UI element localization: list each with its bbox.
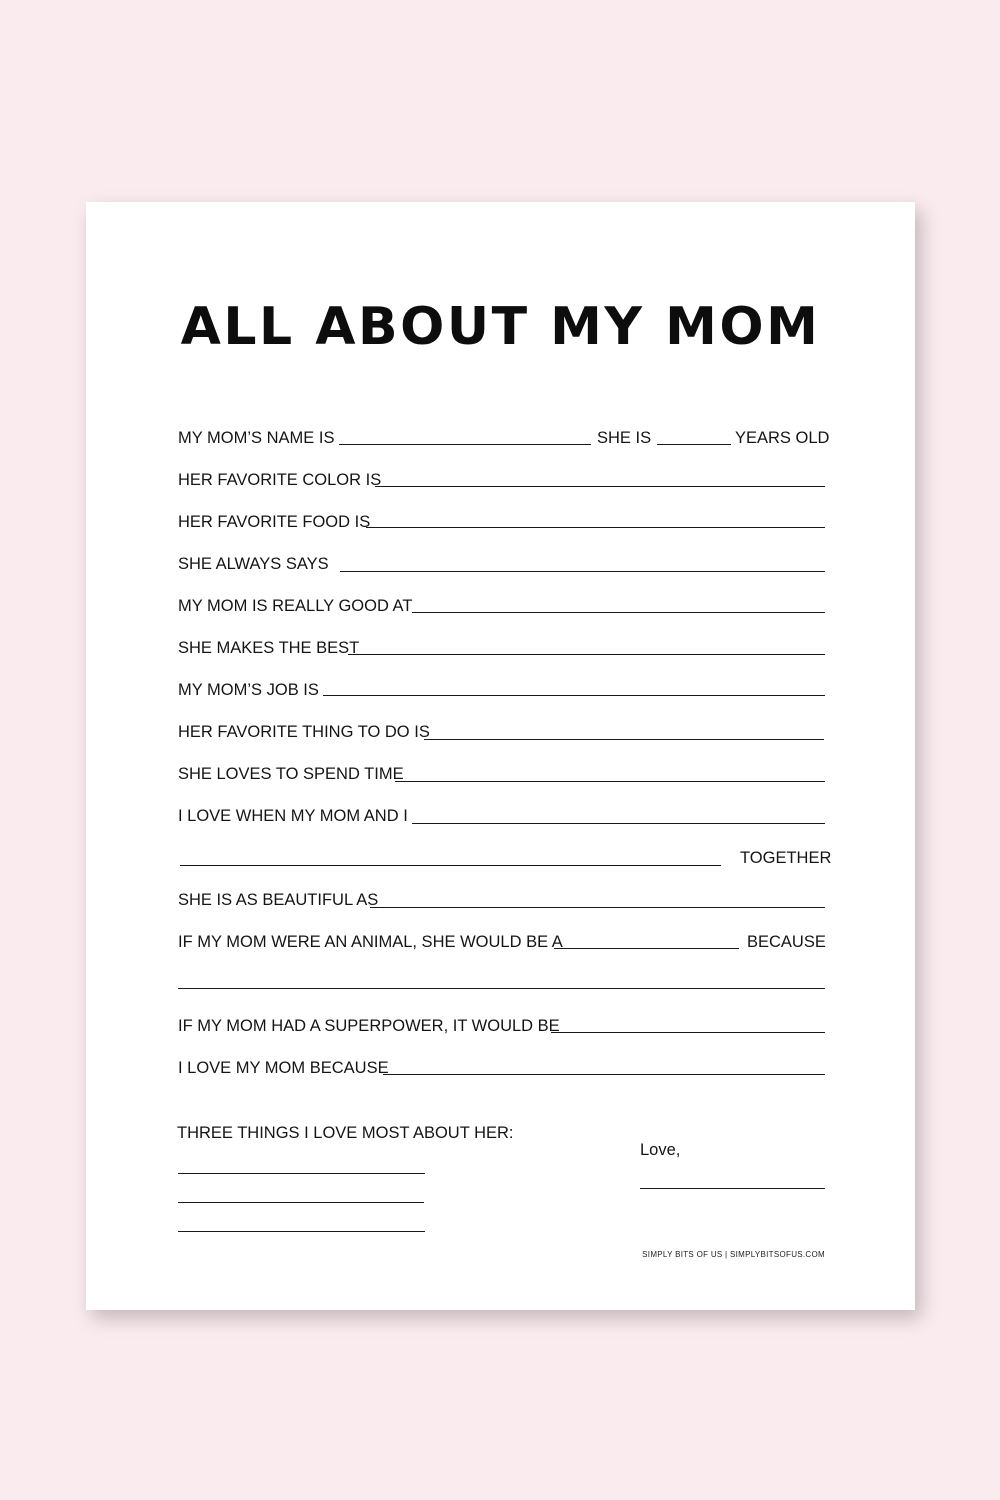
name-blank[interactable] [339,444,591,445]
three-things-heading: THREE THINGS I LOVE MOST ABOUT HER: [177,1124,514,1142]
says-prompt: SHE ALWAYS SAYS [178,555,329,573]
because-prompt: I LOVE MY MOM BECAUSE [178,1059,389,1077]
spend-prompt: SHE LOVES TO SPEND TIME [178,765,404,783]
together-blank[interactable] [180,865,721,866]
job-prompt: MY MOM’S JOB IS [178,681,319,699]
animal-prompt: IF MY MOM WERE AN ANIMAL, SHE WOULD BE A [178,933,563,951]
signature-blank[interactable] [640,1188,825,1189]
beautiful-prompt: SHE IS AS BEAUTIFUL AS [178,891,379,909]
superpower-blank[interactable] [551,1032,825,1033]
color-prompt: HER FAVORITE COLOR IS [178,471,382,489]
animal-reason-blank[interactable] [178,988,825,989]
says-blank[interactable] [340,571,825,572]
love-when-blank[interactable] [412,823,825,824]
good-at-blank[interactable] [412,612,825,613]
thing-blank[interactable] [424,739,824,740]
spend-blank[interactable] [395,781,825,782]
three-things-blank-2[interactable] [178,1202,424,1203]
animal-blank[interactable] [554,948,739,949]
name-prompt: MY MOM’S NAME IS [178,429,335,447]
age-prompt: SHE IS [597,429,652,447]
color-blank[interactable] [375,486,825,487]
page-title: ALL ABOUT MY MOM [180,297,821,357]
food-blank[interactable] [366,527,825,528]
signoff-text: Love, [640,1141,681,1159]
worksheet-page [86,202,915,1310]
good-at-prompt: MY MOM IS REALLY GOOD AT [178,597,413,615]
thing-prompt: HER FAVORITE THING TO DO IS [178,723,430,741]
animal-because: BECAUSE [747,933,826,951]
footer-credit: SIMPLY BITS OF US | SIMPLYBITSOFUS.COM [642,1250,825,1259]
age-blank[interactable] [657,444,731,445]
superpower-prompt: IF MY MOM HAD A SUPERPOWER, IT WOULD BE [178,1017,560,1035]
three-things-blank-1[interactable] [178,1173,425,1174]
food-prompt: HER FAVORITE FOOD IS [178,513,371,531]
makes-prompt: SHE MAKES THE BEST [178,639,360,657]
job-blank[interactable] [323,695,825,696]
three-things-blank-3[interactable] [178,1231,425,1232]
age-suffix: YEARS OLD [735,429,830,447]
makes-blank[interactable] [348,654,825,655]
love-when-prompt: I LOVE WHEN MY MOM AND I [178,807,408,825]
because-blank[interactable] [383,1074,825,1075]
together-suffix: TOGETHER [740,849,832,867]
beautiful-blank[interactable] [370,907,825,908]
